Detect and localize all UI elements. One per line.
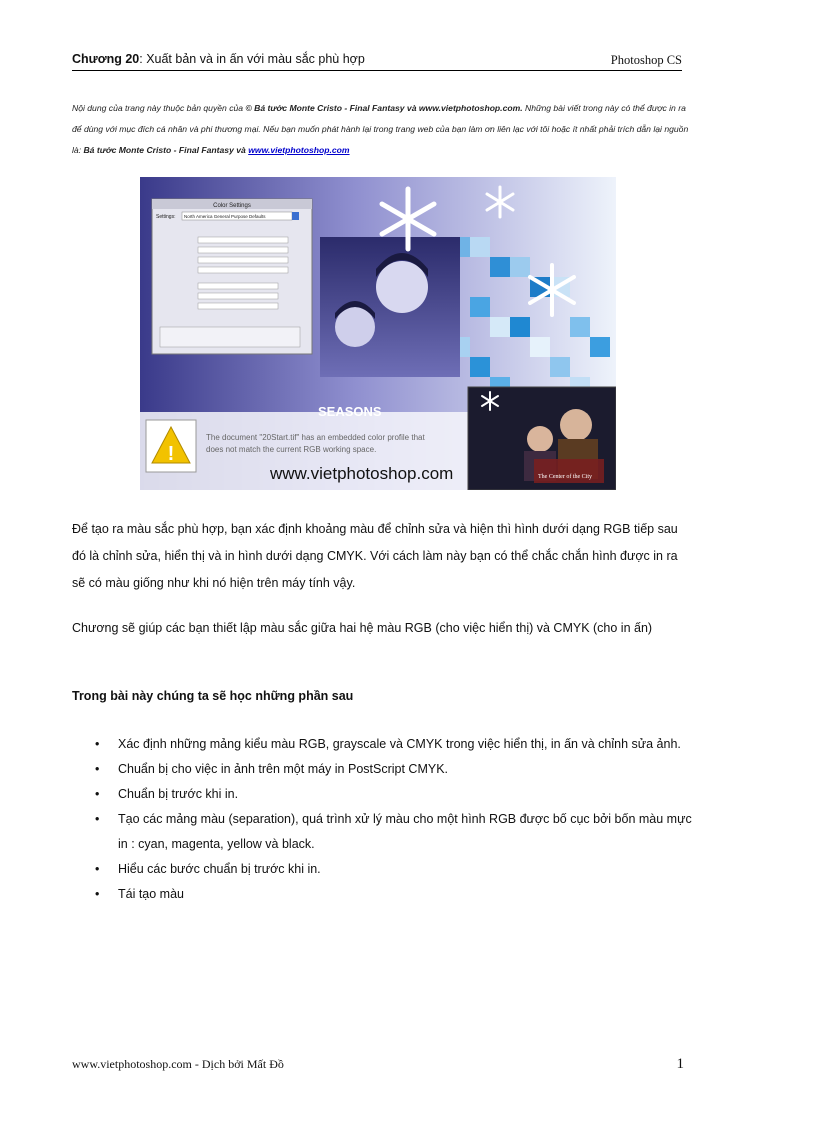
city-caption: The Center of the City: [538, 474, 592, 480]
notice-and: và: [233, 145, 249, 155]
face-1: [376, 261, 428, 313]
chapter-title: : Xuất bản và in ấn với màu sắc phù hợp: [139, 52, 365, 66]
learning-objectives-list: [72, 732, 692, 907]
bullet-icon: •: [95, 812, 100, 826]
page-header: [72, 52, 682, 71]
list-item: • Chuẩn bị cho việc in ảnh trên một máy in PostScript CMYK.: [72, 757, 692, 782]
notice-owner: © Bá tước Monte Cristo - Final Fantasy và www.vietphotoshop.com.: [245, 103, 523, 113]
bullet-icon: •: [95, 737, 100, 751]
product-name: Photoshop CS: [610, 53, 682, 67]
page-number: 1: [676, 1056, 684, 1072]
illustration-svg: [140, 177, 616, 490]
page-footer: [72, 1057, 684, 1072]
settings-value: North America General Purpose Defaults: [184, 214, 266, 219]
section-heading: Trong bài này chúng ta sẽ học những phần sau: [72, 689, 354, 703]
svg-text:!: !: [167, 443, 175, 465]
color-settings-dialog: [152, 199, 312, 354]
list-item: • Hiểu các bước chuẩn bị trước khi in.: [72, 857, 692, 882]
list-item: • Tạo các mảng màu (separation), quá trình xử lý màu cho một hình RGB được bố cục bởi bốn màu mực in : cyan, magenta, yellow và black.: [72, 807, 692, 857]
warning-text-1: The document "20Start.tif" has an embedded color profile that: [206, 433, 425, 442]
chapter-label: Chương 20: [72, 52, 140, 66]
chapter-summary-paragraph: Chương sẽ giúp các bạn thiết lập màu sắc giữa hai hệ màu RGB (cho việc hiển thị) và CMYK (cho in ấn): [72, 621, 653, 635]
inset-photo: [468, 387, 616, 490]
watermark: www.vietphotoshop.com: [270, 464, 454, 483]
bullet-icon: •: [95, 862, 100, 876]
notice-source: Bá tước Monte Cristo - Final Fantasy: [83, 145, 234, 155]
seasons-label: SEASONS: [318, 404, 382, 419]
chapter-heading: [72, 52, 365, 66]
face-2: [335, 307, 375, 347]
notice-link[interactable]: www.vietphotoshop.com: [248, 145, 350, 155]
chapter-illustration: [140, 177, 616, 490]
warning-icon: [146, 420, 196, 472]
settings-label: Settings:: [156, 214, 176, 220]
footer-credit: www.vietphotoshop.com - Dịch bởi Mất Đồ: [72, 1057, 284, 1071]
bullet-icon: •: [95, 787, 100, 801]
bullet-icon: •: [95, 762, 100, 776]
notice-body: Những bài viết trong này có thể được in ra để dùng với mục đích cá nhân và phi thương mại. Nếu bạn muốn phát hành lại trong trang web của bạn làm ơn liên lạc với tôi hoặc ít nhất phải trích dẫn lại nguồn là:: [72, 103, 689, 155]
notice-prefix: Nội dung của trang này thuộc bản quyền của: [72, 103, 246, 113]
dialog-title: Color Settings: [213, 203, 251, 209]
intro-paragraph: Để tạo ra màu sắc phù hợp, bạn xác định khoảng màu để chỉnh sửa và hiện thì hình dưới dạng RGB tiếp sau đó là chỉnh sửa, hiển thị và in hình dưới dạng CMYK. Với cách làm này bạn có thể chắc chắn hình được in ra sẽ có màu giống như khi nó hiện trên máy tính vậy.: [72, 522, 678, 590]
warning-text-2: does not match the current RGB working space.: [206, 445, 377, 454]
list-item: • Xác định những mảng kiểu màu RGB, grayscale và CMYK trong việc hiển thị, in ấn và chỉnh sửa ảnh.: [72, 732, 692, 757]
list-item: • Tái tạo màu: [72, 882, 692, 907]
bullet-icon: •: [95, 887, 100, 901]
copyright-notice: [72, 98, 690, 161]
list-item: • Chuẩn bị trước khi in.: [72, 782, 692, 807]
